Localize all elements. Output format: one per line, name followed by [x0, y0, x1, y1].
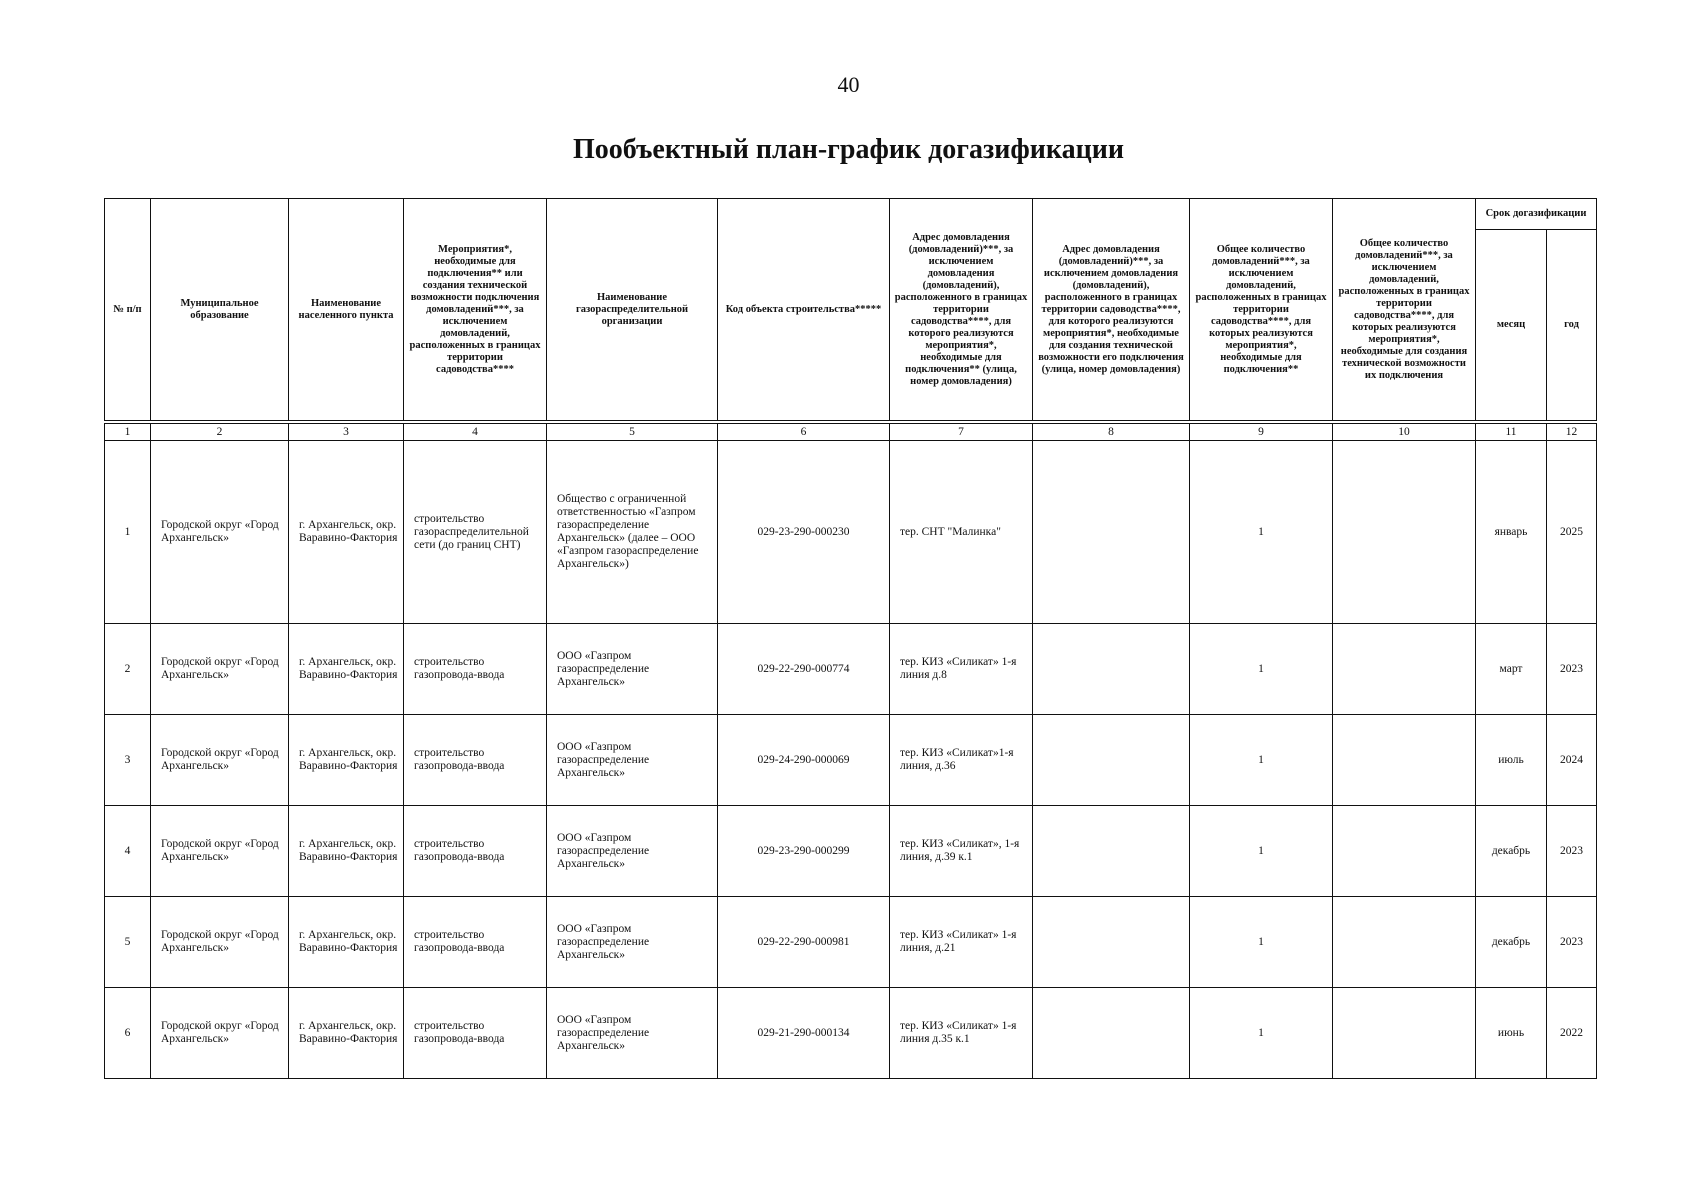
column-number: 10 [1333, 424, 1476, 441]
count-connection-cell: 1 [1190, 897, 1333, 988]
count-tech-cell [1333, 988, 1476, 1079]
count-tech-cell [1333, 806, 1476, 897]
settlement-cell: г. Архангельск, окр. Варавино-Фактория [289, 624, 404, 715]
organization-cell: ООО «Газпром газораспределение Архангельск» [547, 897, 718, 988]
address-connection-cell: тер. СНТ "Малинка" [890, 441, 1033, 624]
object-code-cell: 029-23-290-000230 [718, 441, 890, 624]
column-number: 11 [1476, 424, 1547, 441]
column-number: 1 [105, 424, 151, 441]
column-number: 12 [1547, 424, 1597, 441]
municipality-cell: Городской округ «Город Архангельск» [151, 715, 289, 806]
document-title: Пообъектный план-график догазификации [573, 134, 1124, 165]
column-number: 5 [547, 424, 718, 441]
table-body [104, 423, 1597, 1079]
column-number: 8 [1033, 424, 1190, 441]
organization-cell: ООО «Газпром газораспределение Архангельск» [547, 715, 718, 806]
header-col-1: № п/п [105, 199, 151, 421]
row-number: 4 [105, 806, 151, 897]
month-cell: июнь [1476, 988, 1547, 1079]
month-cell: март [1476, 624, 1547, 715]
organization-cell: Общество с ограниченной ответственностью «Газпром газораспределение Архангельск» (далее – ООО «Газпром газораспределение Архангельск») [547, 441, 718, 624]
year-cell: 2024 [1547, 715, 1597, 806]
address-tech-cell [1033, 897, 1190, 988]
header-group-deadline: Срок догазификации [1476, 199, 1597, 230]
month-cell: декабрь [1476, 897, 1547, 988]
settlement-cell: г. Архангельск, окр. Варавино-Фактория [289, 988, 404, 1079]
header-col-3: Наименование населенного пункта [289, 199, 404, 421]
count-connection-cell: 1 [1190, 624, 1333, 715]
column-number: 3 [289, 424, 404, 441]
object-code-cell: 029-21-290-000134 [718, 988, 890, 1079]
month-cell: декабрь [1476, 806, 1547, 897]
organization-cell: ООО «Газпром газораспределение Архангельск» [547, 806, 718, 897]
row-number: 6 [105, 988, 151, 1079]
address-tech-cell [1033, 715, 1190, 806]
table-row [105, 897, 1597, 988]
object-code-cell: 029-24-290-000069 [718, 715, 890, 806]
count-connection-cell: 1 [1190, 806, 1333, 897]
column-number: 2 [151, 424, 289, 441]
settlement-cell: г. Архангельск, окр. Варавино-Фактория [289, 897, 404, 988]
settlement-cell: г. Архангельск, окр. Варавино-Фактория [289, 715, 404, 806]
header-col-12: год [1547, 230, 1597, 421]
settlement-cell: г. Архангельск, окр. Варавино-Фактория [289, 441, 404, 624]
measure-cell: строительство газопровода-ввода [404, 988, 547, 1079]
row-number: 1 [105, 441, 151, 624]
settlement-cell: г. Архангельск, окр. Варавино-Фактория [289, 806, 404, 897]
object-code-cell: 029-22-290-000981 [718, 897, 890, 988]
year-cell: 2025 [1547, 441, 1597, 624]
measure-cell: строительство газопровода-ввода [404, 897, 547, 988]
address-connection-cell: тер. КИЗ «Силикат» 1-я линия д.35 к.1 [890, 988, 1033, 1079]
municipality-cell: Городской округ «Город Архангельск» [151, 441, 289, 624]
municipality-cell: Городской округ «Город Архангельск» [151, 988, 289, 1079]
year-cell: 2023 [1547, 806, 1597, 897]
header-col-5: Наименование газораспределительной организации [547, 199, 718, 421]
header-col-8: Адрес домовладения (домовладений)***, за исключением домовладения (домовладений), расположенного в границах территории садоводства****, для которого реализуются мероприятия*, необходимые для создания технической возможности его подключения (улица, номер домовладения) [1033, 199, 1190, 421]
header-col-2: Муниципальное образование [151, 199, 289, 421]
address-connection-cell: тер. КИЗ «Силикат» 1-я линия, д.21 [890, 897, 1033, 988]
row-number: 5 [105, 897, 151, 988]
column-number: 9 [1190, 424, 1333, 441]
header-col-11: месяц [1476, 230, 1547, 421]
measure-cell: строительство газопровода-ввода [404, 715, 547, 806]
organization-cell: ООО «Газпром газораспределение Архангельск» [547, 624, 718, 715]
row-number: 3 [105, 715, 151, 806]
object-code-cell: 029-23-290-000299 [718, 806, 890, 897]
column-number: 6 [718, 424, 890, 441]
page-number: 40 [837, 72, 860, 97]
table-row [105, 988, 1597, 1079]
measure-cell: строительство газопровода-ввода [404, 624, 547, 715]
address-tech-cell [1033, 806, 1190, 897]
municipality-cell: Городской округ «Город Архангельск» [151, 624, 289, 715]
count-connection-cell: 1 [1190, 715, 1333, 806]
organization-cell: ООО «Газпром газораспределение Архангельск» [547, 988, 718, 1079]
address-tech-cell [1033, 988, 1190, 1079]
header-col-9: Общее количество домовладений***, за исключением домовладений, расположенных в границах территории садоводства****, для которых реализуются мероприятия*, необходимые для подключения** [1190, 199, 1333, 421]
address-tech-cell [1033, 441, 1190, 624]
table-header [104, 198, 1597, 421]
table-row [105, 806, 1597, 897]
row-number: 2 [105, 624, 151, 715]
address-connection-cell: тер. КИЗ «Силикат» 1-я линия д.8 [890, 624, 1033, 715]
count-tech-cell [1333, 441, 1476, 624]
table-row [105, 441, 1597, 624]
measure-cell: строительство газопровода-ввода [404, 806, 547, 897]
count-connection-cell: 1 [1190, 441, 1333, 624]
address-connection-cell: тер. КИЗ «Силикат», 1-я линия, д.39 к.1 [890, 806, 1033, 897]
year-cell: 2022 [1547, 988, 1597, 1079]
count-tech-cell [1333, 624, 1476, 715]
year-cell: 2023 [1547, 897, 1597, 988]
address-tech-cell [1033, 624, 1190, 715]
year-cell: 2023 [1547, 624, 1597, 715]
header-col-10: Общее количество домовладений***, за исключением домовладений, расположенных в границах территории садоводства****, для которых реализуются мероприятия*, необходимые для создания технической возможности их подключения [1333, 199, 1476, 421]
table-row [105, 715, 1597, 806]
column-number: 7 [890, 424, 1033, 441]
municipality-cell: Городской округ «Город Архангельск» [151, 897, 289, 988]
column-number-row [105, 424, 1597, 441]
count-tech-cell [1333, 715, 1476, 806]
header-col-6: Код объекта строительства***** [718, 199, 890, 421]
table-row [105, 624, 1597, 715]
address-connection-cell: тер. КИЗ «Силикат»1-я линия, д.36 [890, 715, 1033, 806]
count-tech-cell [1333, 897, 1476, 988]
month-cell: июль [1476, 715, 1547, 806]
object-code-cell: 029-22-290-000774 [718, 624, 890, 715]
municipality-cell: Городской округ «Город Архангельск» [151, 806, 289, 897]
header-col-4: Мероприятия*, необходимые для подключения** или создания технической возможности подключения домовладений***, за исключением домовладений, расположенных в границах территории садоводства**** [404, 199, 547, 421]
header-col-7: Адрес домовладения (домовладений)***, за исключением домовладения (домовладений), расположенного в границах территории садоводства****, для которого реализуются мероприятия*, необходимые для подключения** (улица, номер домовладения) [890, 199, 1033, 421]
measure-cell: строительство газораспределительной сети (до границ СНТ) [404, 441, 547, 624]
column-number: 4 [404, 424, 547, 441]
month-cell: январь [1476, 441, 1547, 624]
count-connection-cell: 1 [1190, 988, 1333, 1079]
